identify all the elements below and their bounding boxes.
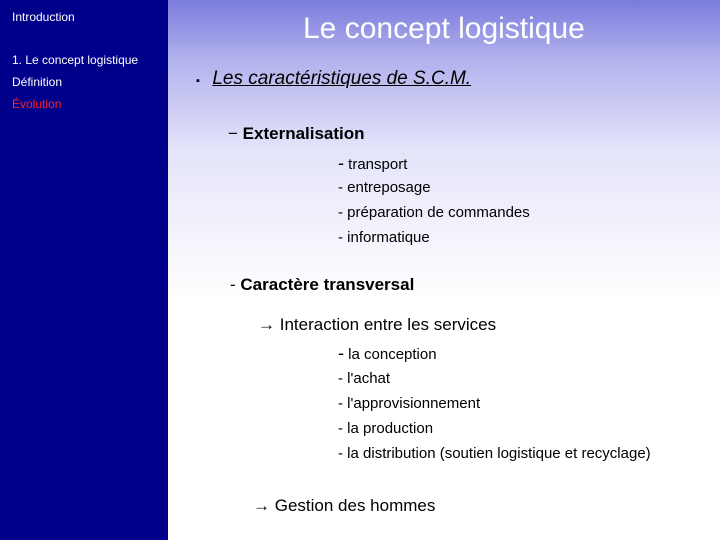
slide-content [168,0,720,540]
list-item: - la production [338,420,434,437]
slide-title: Le concept logistique [303,12,585,45]
list-item: - informatique [338,229,430,246]
subheading-line [196,68,471,90]
list-item: - l'approvisionnement [338,395,481,412]
section-externalisation [228,124,365,144]
nav-evolution[interactable]: Évolution [12,97,62,111]
right-arrow-icon: → [253,496,270,515]
list-item: - préparation de commandes [338,204,530,221]
nav-definition[interactable]: Définition [12,75,63,89]
square-bullet-icon: ▪ [196,75,200,87]
nav-introduction[interactable]: Introduction [12,10,75,24]
section-heading: Externalisation [242,124,365,143]
section-transversal: - Caractère transversal [230,275,415,294]
nav-concept-logistique[interactable]: 1. Le concept logistique [12,53,139,67]
list-item: - transport [338,153,408,173]
section-heading: Caractère transversal [240,275,415,294]
right-arrow-icon: → [258,315,275,334]
dash-icon: − [228,124,238,143]
list-item: - la conception [338,343,437,363]
subheading: Les caractéristiques de S.C.M. [212,68,472,89]
list-item: - entreposage [338,179,431,196]
arrow-point: → Interaction entre les services [258,315,497,334]
list-item: - l'achat [338,370,391,387]
list-item: - la distribution (soutien logistique et recyclage) [338,445,651,462]
sidebar-nav [0,0,168,540]
arrow-point: → Gestion des hommes [253,496,436,515]
